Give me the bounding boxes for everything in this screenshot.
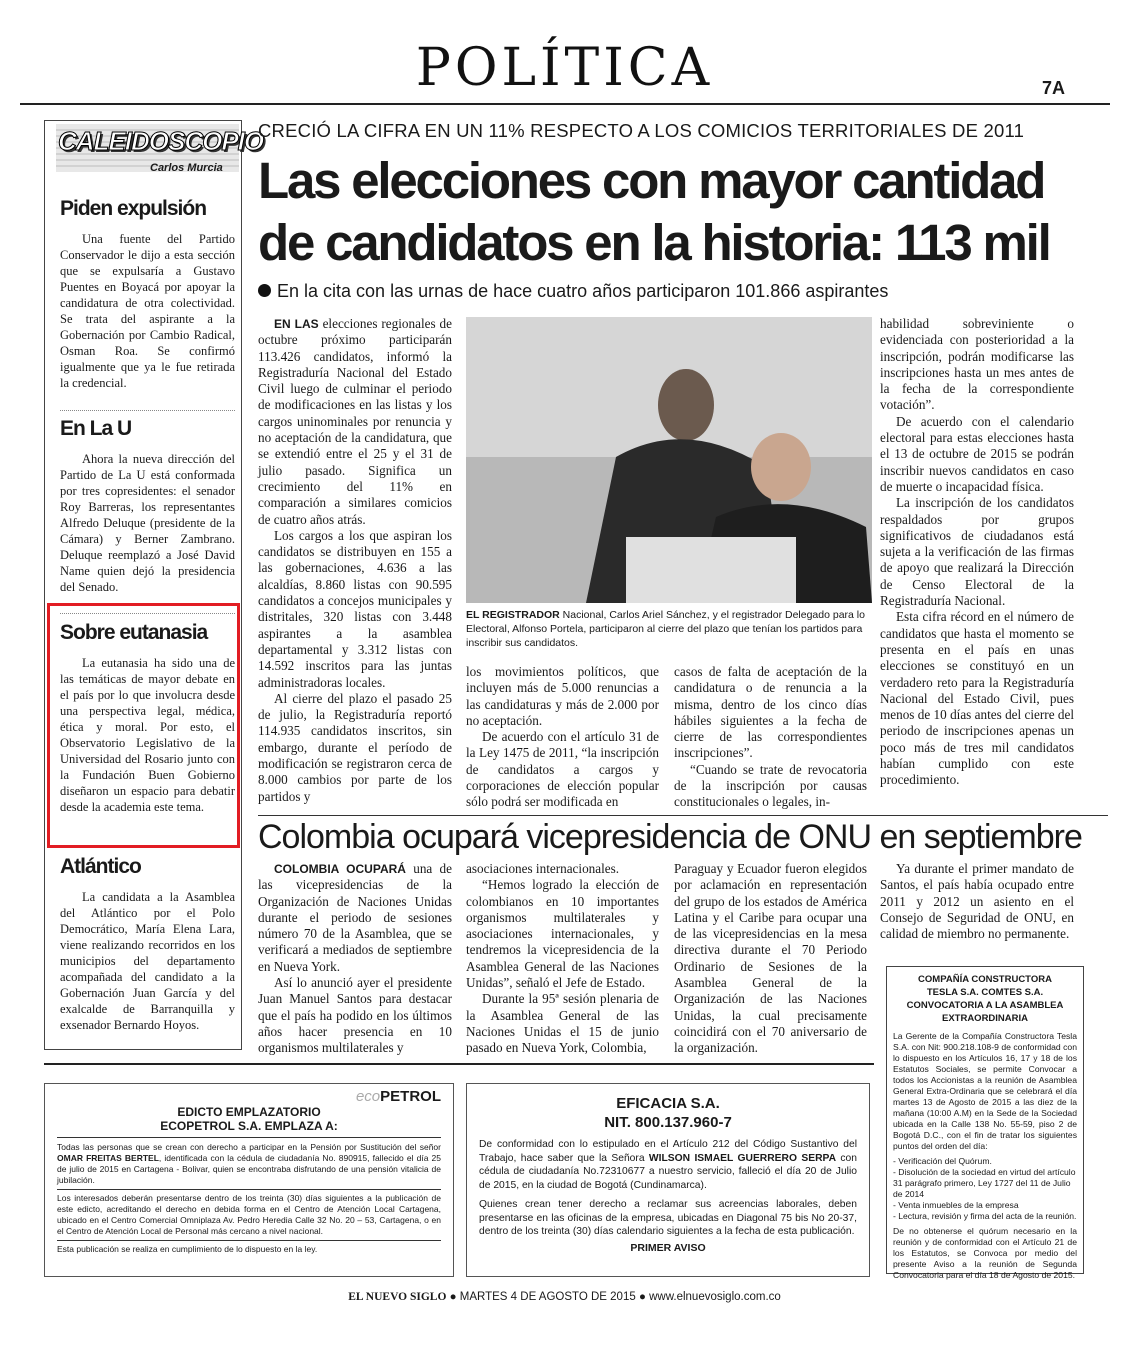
headline-line: de candidatos en la historia: 113 mil bbox=[258, 214, 1050, 271]
paragraph: habilidad sobreviniente o evidenciada con posterioridad a la inscripción, podrán modificarse las inscripciones hasta un mes antes de la fecha de la correspondiente votación”. bbox=[880, 316, 1074, 413]
paragraph: los movimientos políticos, que incluyen más de 5.000 renuncias a las candidaturas y más de 2.000 por no aceptación. bbox=[466, 664, 659, 728]
paragraph: De acuerdo con el artículo 31 de la Ley 1475 de 2011, “la inscripción de candidatos a cargos y corporaciones de elección popular sólo podrá ser modificada en bbox=[466, 729, 659, 810]
website-link[interactable]: www.elnuevosiglo.com.co bbox=[649, 1291, 781, 1303]
paragraph: Esta cifra récord en el número de candidatos que hasta el momento se presenta en el país en unas elecciones se constituyó en un verdadero reto para la Registraduría Nacional del Estado Civil, pues menos de 10 días antes del cierre del periodo de inscripciones apenas un poco más de tres mil candidatos habían cumplido con este procedimiento. bbox=[880, 609, 1074, 788]
logo-prefix: eco bbox=[355, 1088, 381, 1105]
notice-title-line: TESLA S.A. COMTES S.A. bbox=[926, 987, 1044, 998]
paragraph-text: con cédula de ciudadanía No.72310677 a nuestro servicio, falleció el día 20 de Julio de 2015, en la ciudad de Bogotá (Cundinamarca). bbox=[479, 1152, 857, 1191]
paragraph: Así lo anunció ayer el presidente Juan Manuel Santos para destacar que el país ha podido en los últimos años hacer presencia en 10 organismos multilaterales y bbox=[258, 975, 452, 1056]
article2-column bbox=[258, 861, 452, 1057]
article-kicker: CRECIÓ LA CIFRA EN UN 11% RESPECTO A LOS COMICIOS TERRITORIALES DE 2011 bbox=[258, 120, 1025, 141]
divider bbox=[57, 1189, 441, 1190]
sidebar-item-body: La eutanasia ha sido una de las temáticas de mayor debate en el país por lo que involucra desde una perspectiva legal, médica, ética y moral. Por esto, el Observatorio Legislativo de la Universidad del Rosario junto con la Fundación Buen Gobierno diseñaron un espacio para debatir desde la academia este tema. bbox=[60, 656, 235, 814]
paragraph-text: De conformidad con lo estipulado en el Artículo 212 del Código Sustantivo del Trabajo, hace saber que la Señora bbox=[479, 1139, 857, 1164]
section-rule bbox=[258, 815, 1108, 816]
notice-paragraph bbox=[57, 1142, 441, 1186]
notice-paragraph: Los interesados deberán presentarse dentro de los treinta (30) días siguientes a la publicación de este edicto, acreditando el derecho en debida forma en el Centro de Atención Local Cartagena, ubicado en el Centro Comercial Omniplaza Av. Pedro Heredia Calle 32 No. 20 – 53, Cartagena, o en el Centro de Atención Local de Personal más cercano a nivel nacional. bbox=[57, 1193, 441, 1236]
page-footer bbox=[0, 1291, 1129, 1303]
notice-title-line: EXTRAORDINARIA bbox=[941, 1013, 1029, 1024]
article2-column bbox=[674, 861, 867, 1057]
paragraph-text: Todas las personas que se crean con derecho a participar en la Pensión por Sustitución del señor bbox=[57, 1142, 441, 1152]
notice-title bbox=[893, 973, 1077, 1025]
agenda-item: - Verificación del Quórum. bbox=[893, 1156, 992, 1166]
section-title: POLÍTICA bbox=[415, 38, 714, 98]
sidebar-item-body: La candidata a la Asamblea del Atlántico por el Polo Democrático, María Elena Lara, viene realizando recorridos en los municipios del departamento acompañada del candidato a la Gobernación Juan García y del exalcalde de Barranquilla y exsenador Bernardo Hoyos. bbox=[60, 890, 235, 1032]
person-name: WILSON ISMAEL GUERRERO SERPA bbox=[648, 1152, 837, 1164]
agenda-item: - Lectura, revisión y firma del acta de la reunión. bbox=[893, 1211, 1077, 1221]
article-column bbox=[674, 664, 867, 811]
article-column bbox=[466, 664, 659, 811]
paragraph: Ya durante el primer mandato de Santos, el país había ocupado entre 2011 y 2012 un asiento en el Consejo de Seguridad de ONU, en calidad de miembro no permanente. bbox=[880, 861, 1074, 942]
notice-paragraph: La Gerente de la Compañía Constructora Tesla S.A. con Nit: 900.218.108-9 de conformidad con lo dispuesto en los Artículos 16, 17 y 18 de los Estatutos Sociales, se permite Convocar a todos los Accionistas a la reunión de Asamblea General Extra-Ordinaria que se celebrará el día martes 13 de Agosto de 2015 a las diez de la mañana (10:00 A.M) en la Sede de la Sociedad ubicada en la Calle 138 No. 55-59, piso 2 de Bogotá D.C., con el fin de tratar los siguientes puntos del orden del día: bbox=[893, 1031, 1077, 1151]
ads-rule bbox=[44, 1063, 874, 1065]
photo-illustration bbox=[466, 317, 872, 603]
article-subhead bbox=[258, 281, 888, 302]
tesla-notice bbox=[886, 966, 1084, 1280]
paragraph-text: una de las vicepresidencias de la Organización de Naciones Unidas durante el periodo de sesiones número 70 de la Asamblea, que se verificará a mediados de septiembre en Nueva York. bbox=[258, 861, 452, 974]
notice-title bbox=[479, 1094, 857, 1132]
paragraph: Los cargos a los que aspiran los candidatos se distribuyen en 155 a las gobernaciones, 4.636 a las alcaldías, 8.860 listas con 90.595 candidatos a concejos municipales y distritales, 320 listas con 3.448 aspirantes a la asamblea departamental y 3.312 listas con 14.592 inscritos para las juntas administradoras locales. bbox=[258, 527, 452, 690]
page-number: 7A bbox=[1042, 78, 1066, 98]
paragraph: La inscripción de los candidatos respaldados por grupos significativos de ciudadanos está sujeta a la verificación de las firmas de apoyo que realizará la Dirección de Censo Electoral de la Registraduría Nacional. bbox=[880, 495, 1074, 609]
header-rule bbox=[20, 103, 1110, 105]
photo-caption bbox=[466, 608, 866, 650]
divider bbox=[57, 1240, 441, 1241]
notice-title-line: EFICACIA S.A. bbox=[616, 1095, 720, 1112]
notice-title-line: COMPAÑÍA CONSTRUCTORA bbox=[918, 974, 1052, 985]
bullet-icon bbox=[258, 284, 271, 297]
lead-in: COLOMBIA OCUPARÁ bbox=[274, 862, 406, 876]
caption-text: Nacional, Carlos Ariel Sánchez, y el registrador Delegado para lo Electoral, Alfonso Portela, participaron al cierre del plazo que tenían los partidos para inscribir sus candidatos. bbox=[466, 609, 865, 649]
paragraph-text: , identificada con la cédula de ciudadanía No. 890915, fallecido el día 25 de julio de 2015 en Cartagena - Bolivar, quien se encontraba disfrutando de una pensión vitalicia de jubilación. bbox=[57, 1153, 441, 1185]
lead-in: EN LAS bbox=[274, 317, 319, 331]
article2-headline: Colombia ocupará vicepresidencia de ONU en septiembre bbox=[258, 818, 1082, 856]
ecopetrol-logo bbox=[57, 1088, 441, 1105]
newspaper-name: EL NUEVO SIGLO bbox=[348, 1291, 447, 1303]
paragraph: Durante la 95ª sesión plenaria de la Asamblea General de las Naciones Unidas el 15 de junio pasado en Nueva York, Colombia, bbox=[466, 991, 659, 1056]
sidebar-item-title: En La U bbox=[60, 417, 132, 440]
paragraph: “Cuando se trate de revocatoria de la inscripción por causas constitucionales o legales, in- bbox=[674, 761, 867, 810]
person-name: OMAR FREITAS BERTEL bbox=[57, 1153, 159, 1163]
paragraph: casos de falta de aceptación de la candidatura o de renuncia a la misma, dentro de los cinco días hábiles siguientes a la fecha de cierre de las correspondientes inscripciones”. bbox=[674, 664, 867, 761]
notice-paragraph: Quienes crean tener derecho a reclamar sus acreencias laborales, deben presentarse en las oficinas de la empresa, ubicadas en Diagonal 75 bis No 20-37, dentro de los treinta (30) días calendario siguientes a la fecha de esta publicación. bbox=[479, 1199, 857, 1237]
divider bbox=[57, 1137, 441, 1138]
paragraph bbox=[258, 861, 452, 975]
highlight-box bbox=[47, 603, 240, 848]
article-column bbox=[880, 316, 1074, 789]
issue-date: MARTES 4 DE AGOSTO DE 2015 bbox=[459, 1291, 636, 1303]
paragraph: Paraguay y Ecuador fueron elegidos por aclamación en representación del grupo de los estados de América Latina y el Caribe para ocupar una de las vicepresidencias en la mesa directiva durante el 70 Periodo Ordinario de Sesiones de la Asamblea General de la Organización de las Naciones Unidas, la cual precisamente coincidirá con el 70 aniversario de la organización. bbox=[674, 861, 867, 1056]
sidebar-item-body: Una fuente del Partido Conservador le dijo a esta sección que se expulsaría a Gustavo Puentes en Boyacá por apoyar la candidatura de otra colectividad. Se trata del aspirante a la Gobernación por Cambio Radical, Osman Roa. Se confirmó igualmente que ya le fue retirada la credencial. bbox=[60, 232, 235, 390]
agenda-item: - Disolución de la sociedad en virtud del artículo 31 parágrafo primero, Ley 1727 del 11 de Julio de 2014 bbox=[893, 1167, 1076, 1199]
agenda-item: - Venta inmuebles de la empresa bbox=[893, 1200, 1019, 1210]
notice-paragraph: Esta publicación se realiza en cumplimiento de lo dispuesto en la ley. bbox=[57, 1244, 318, 1254]
divider bbox=[60, 410, 235, 412]
article-photo bbox=[466, 317, 872, 603]
caleidoscopio-title: CALEIDOSCOPIO bbox=[58, 126, 264, 156]
caption-lead: EL REGISTRADOR bbox=[466, 609, 560, 621]
notice-title-line: ECOPETROL S.A. EMPLAZA A: bbox=[160, 1119, 338, 1133]
sidebar-item-body: Ahora la nueva dirección del Partido de La U está conformada por tres copresidentes: el senador Roy Barreras, los representantes Alfredo Deluque (presidente de la Cámara) y Berner Zambrano. Deluque reemplazó a José David Name quien dejó la presidencia del Senado. bbox=[60, 452, 235, 594]
sidebar-item-title: Atlántico bbox=[60, 855, 141, 878]
paragraph: “Hemos logrado la elección de colombianos en 10 importantes organismos multilaterales y asociaciones internacionales, y tendremos la vicepresidencia de la Asamblea General de las Naciones Unidas”, señaló el Jefe de Estado. bbox=[466, 877, 659, 991]
logo-text: PETROL bbox=[380, 1088, 441, 1105]
paragraph bbox=[258, 316, 452, 528]
sidebar-item-title: Sobre eutanasia bbox=[60, 621, 208, 644]
dot-icon: ● bbox=[449, 1291, 460, 1303]
notice-title bbox=[57, 1105, 441, 1133]
paragraph: De acuerdo con el calendario electoral para estas elecciones hasta el 13 de octubre de 2015 se podrán inscribir nuevos candidatos en caso de muerte o incapacidad física. bbox=[880, 413, 1074, 494]
ecopetrol-notice bbox=[44, 1083, 454, 1277]
notice-title-line: NIT. 800.137.960-7 bbox=[604, 1114, 732, 1131]
notice-paragraph: De no obtenerse el quórum necesario en la reunión y de conformidad con el Artículo 21 de los Estatutos, se Convoca por medio del presente Aviso a la reunión de Segunda Convocatoria para el día 18 de Agosto de 2015. bbox=[893, 1226, 1077, 1280]
article-headline bbox=[258, 150, 1078, 274]
paragraph-text: elecciones regionales de octubre próximo participarán 113.426 candidatos, informó la Registraduría Nacional del Estado Civil luego de culminar el periodo de modificaciones en las listas y los cargos uninominales por renuncia y no aceptación de la candidatura, que se extendió entre el 25 y el 31 de julio pasado. Significa un crecimiento del 11% en comparación a similares comicios de cuatro años atrás. bbox=[258, 316, 452, 527]
column-author: Carlos Murcia bbox=[150, 162, 223, 174]
headline-line: Las elecciones con mayor cantidad bbox=[258, 152, 1045, 209]
notice-label: PRIMER AVISO bbox=[630, 1241, 706, 1254]
paragraph: asociaciones internacionales. bbox=[466, 861, 620, 876]
paragraph: Al cierre del plazo el pasado 25 de julio, la Registraduría reportó 114.935 candidatos inscritos, sin embargo, durante el período de modificación se registraron cerca de 8.000 cambios por parte de los partidos y bbox=[258, 690, 452, 804]
sidebar-item-title: Piden expulsión bbox=[60, 197, 207, 220]
notice-title-line: EDICTO EMPLAZATORIO bbox=[177, 1105, 321, 1119]
subhead-text: En la cita con las urnas de hace cuatro años participaron 101.866 aspirantes bbox=[277, 281, 889, 301]
eficacia-notice bbox=[466, 1083, 870, 1277]
article2-column bbox=[880, 861, 1074, 942]
notice-paragraph bbox=[479, 1138, 857, 1192]
article-column bbox=[258, 316, 452, 805]
article2-column bbox=[466, 861, 659, 1057]
notice-title-line: CONVOCATORIA A LA ASAMBLEA bbox=[906, 1000, 1064, 1011]
dot-icon: ● bbox=[638, 1291, 650, 1303]
